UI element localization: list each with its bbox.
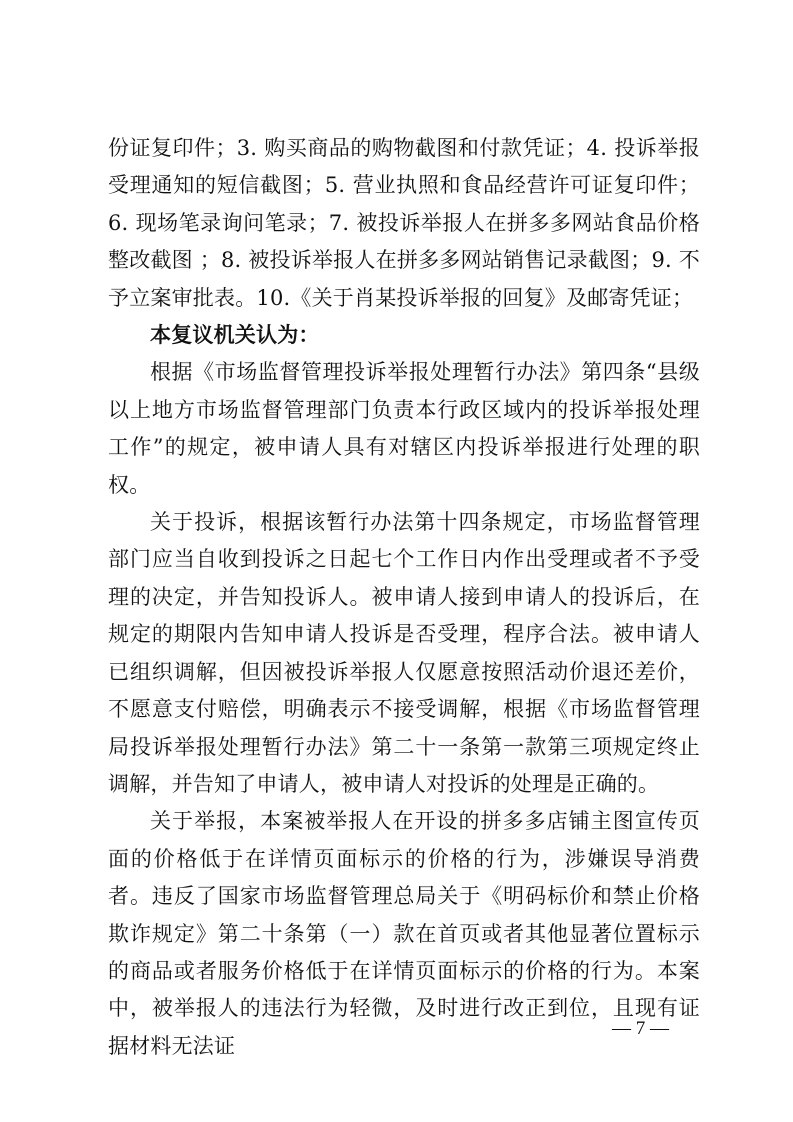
paragraph-authority: 根据《市场监督管理投诉举报处理暂行办法》第四条“县级以上地方市场监督管理部门负责本行政区域内的投诉举报处理工作”的规定，被申请人具有对辖区内投诉举报进行处理的职权。 bbox=[108, 360, 700, 497]
paragraph-report: 关于举报，本案被举报人在开设的拼多多店铺主图宣传页面的价格低于在详情页面标示的价格的行为，涉嫌误导消费者。违反了国家市场监督管理总局关于《明码标价和禁止价格欺诈规定》第二十条第（一）款在首页或者其他显著位置标示的商品或者服务价格低于在详情页面标示的价格的行为。本案中，被举报人的违法行为轻微，及时进行改正到位，且现有证据材料无法证 bbox=[108, 809, 700, 1058]
section-heading-review-opinion: 本复议机关认为： bbox=[150, 323, 320, 348]
page-number: — 7 — bbox=[612, 1018, 669, 1039]
paragraph-evidence-list: 份证复印件；3. 购买商品的购物截图和付款凭证；4. 投诉举报受理通知的短信截图；5. 营业执照和食品经营许可证复印件；6. 现场笔录询问笔录；7. 被投诉举报人在拼多多网站食品价格整改截图 ；8. 被投诉举报人在拼多多网站销售记录截图；9. 不予立案审批表。10.《关于肖某投诉举报的回复》及邮寄凭证； bbox=[108, 136, 700, 310]
document-body bbox=[108, 130, 700, 1065]
paragraph-complaint: 关于投诉，根据该暂行办法第十四条规定，市场监督管理部门应当自收到投诉之日起七个工作日内作出受理或者不予受理的决定，并告知投诉人。被申请人接到申请人的投诉后，在规定的期限内告知申请人投诉是否受理，程序合法。被申请人已组织调解，但因被投诉举报人仅愿意按照活动价退还差价，不愿意支付赔偿，明确表示不接受调解，根据《市场监督管理局投诉举报处理暂行办法》第二十一条第一款第三项规定终止调解，并告知了申请人，被申请人对投诉的处理是正确的。 bbox=[108, 510, 700, 796]
